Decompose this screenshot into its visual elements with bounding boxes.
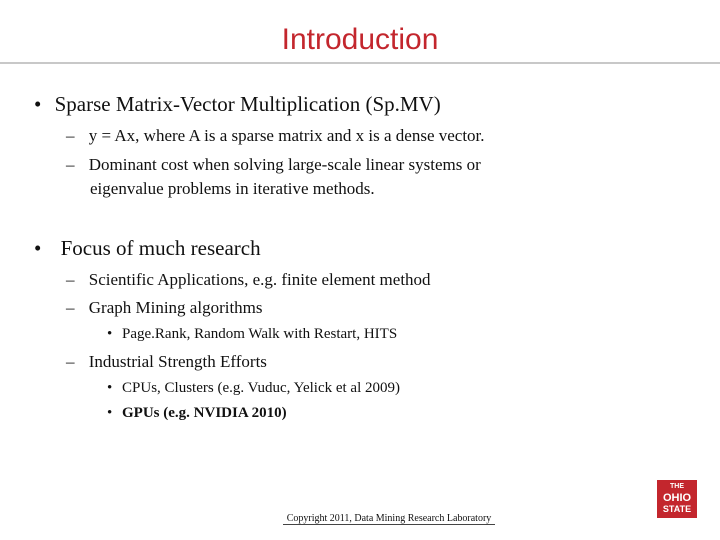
sub-text: Dominant cost when solving large-scale linear systems or xyxy=(88,155,481,174)
sub-item xyxy=(66,270,431,290)
dash-marker: – xyxy=(66,298,75,317)
logo-line: STATE xyxy=(662,504,692,514)
bullet-marker: • xyxy=(34,92,42,116)
subsub-text: GPUs (e.g. NVIDIA 2010) xyxy=(122,405,287,421)
bullet-marker: • xyxy=(107,380,113,396)
dash-marker: – xyxy=(66,270,75,289)
dash-marker: – xyxy=(66,352,75,371)
logo-line: UNIVERSITY xyxy=(661,518,692,524)
bullet-item xyxy=(34,236,261,261)
bullet-text: Focus of much research xyxy=(60,236,261,260)
logo-line: THE xyxy=(670,483,684,490)
bullet-marker: • xyxy=(34,236,42,260)
footer xyxy=(0,513,720,524)
subsub-item xyxy=(107,326,397,343)
slide-title: Introduction xyxy=(281,23,439,56)
sub-text: Graph Mining algorithms xyxy=(88,298,263,317)
sub-item xyxy=(66,352,267,372)
bullet-item xyxy=(34,92,441,117)
sub-item xyxy=(66,126,485,146)
sub-text-continued: eigenvalue problems in iterative methods. xyxy=(90,179,375,198)
dash-marker: – xyxy=(66,155,75,174)
bullet-marker: • xyxy=(107,405,113,421)
sub-text: Industrial Strength Efforts xyxy=(88,352,267,371)
sub-item xyxy=(66,155,481,175)
sub-text: Scientific Applications, e.g. finite element method xyxy=(88,270,431,289)
logo-line: OHIO xyxy=(662,492,692,504)
subsub-text: CPUs, Clusters (e.g. Vuduc, Yelick et al 2009) xyxy=(122,380,400,396)
sub-item xyxy=(66,298,263,318)
subsub-text: Page.Rank, Random Walk with Restart, HITS xyxy=(122,326,398,342)
subsub-item xyxy=(107,405,287,422)
subsub-item xyxy=(107,380,400,397)
bullet-text: Sparse Matrix-Vector Multiplication (Sp.MV) xyxy=(54,92,441,116)
copyright-text: Copyright 2011, Data Mining Research Laboratory xyxy=(283,513,496,525)
bullet-marker: • xyxy=(107,326,113,342)
sub-text: y = Ax, where A is a sparse matrix and x is a dense vector. xyxy=(88,126,485,145)
dash-marker: – xyxy=(66,126,75,145)
